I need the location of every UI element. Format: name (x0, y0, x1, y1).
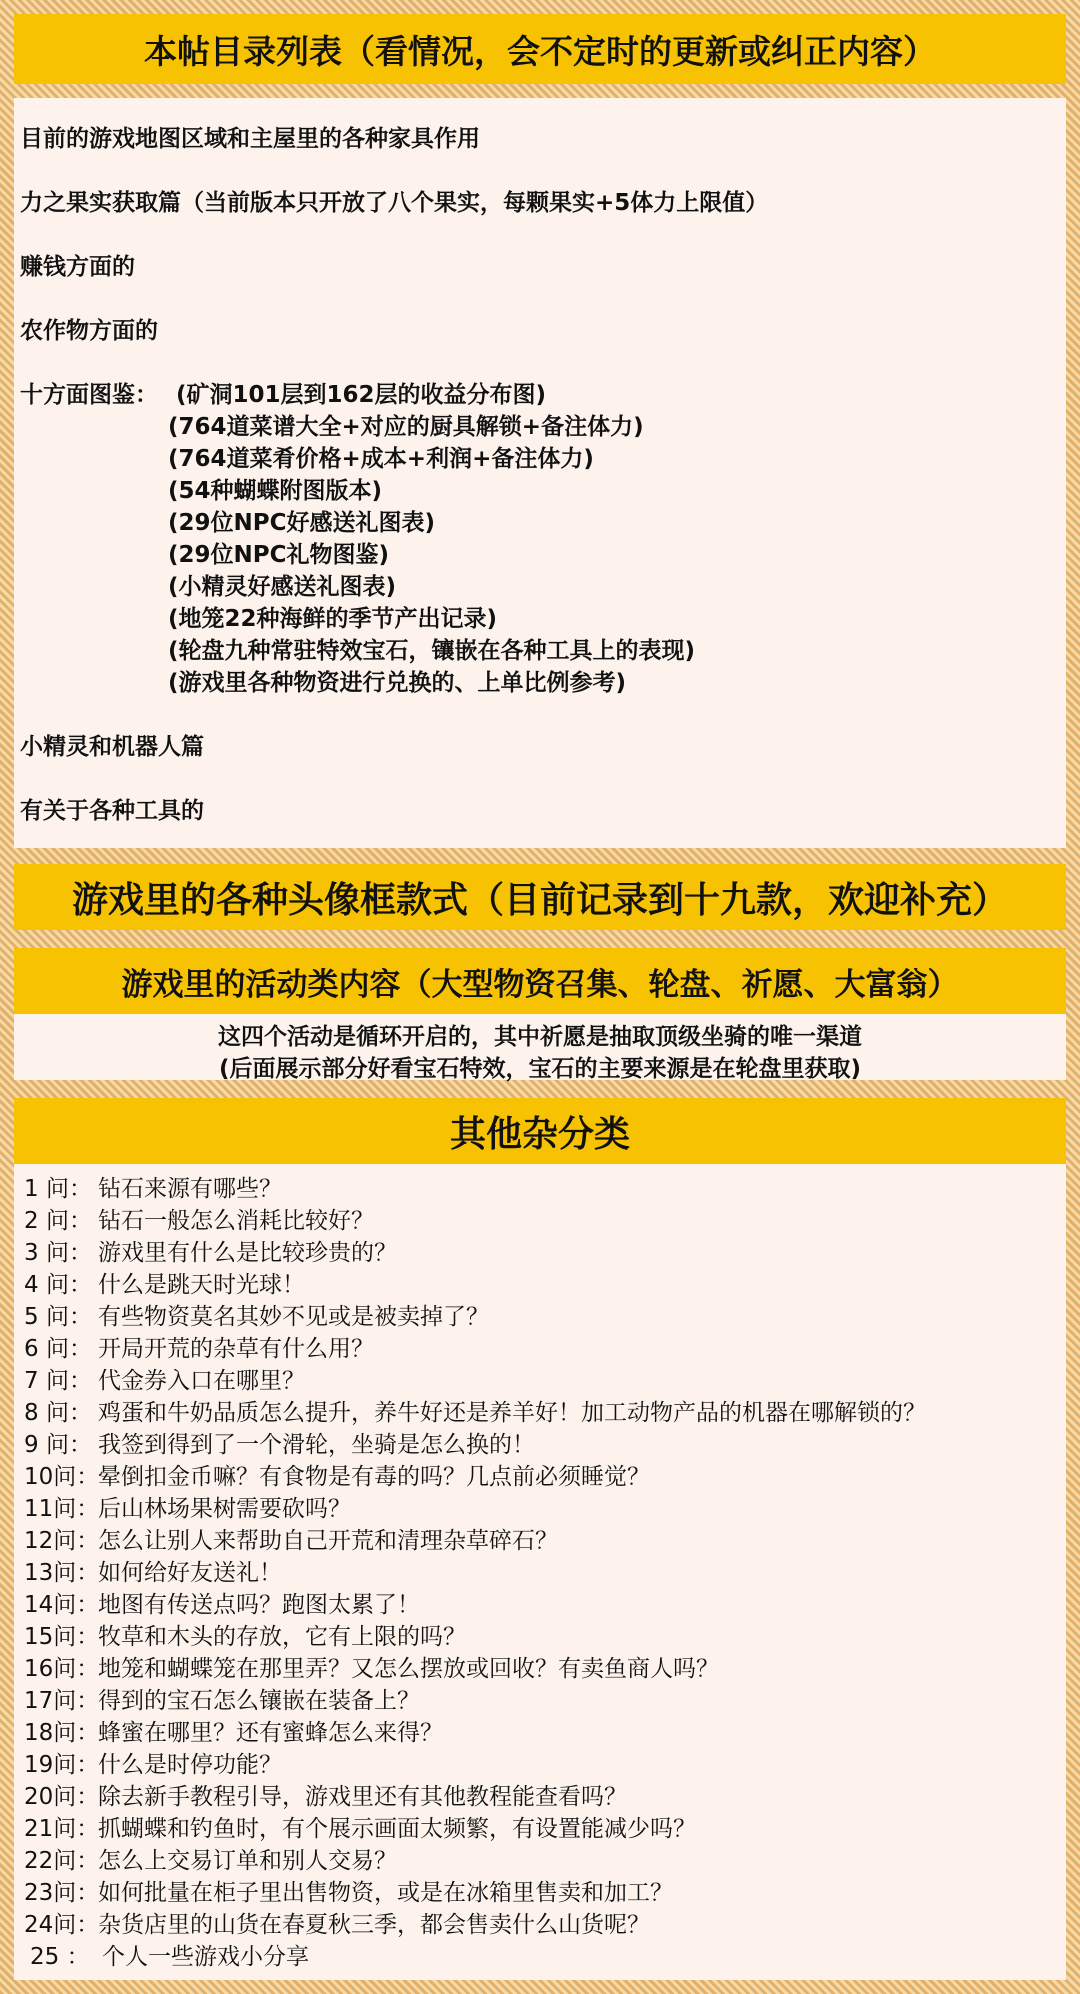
question-number: 6 问： (24, 1336, 92, 1362)
question-number: 22问： (24, 1848, 100, 1874)
toc-item: 有关于各种工具的 (20, 798, 204, 824)
question-text: 有些物资莫名其妙不见或是被卖掉了？ (98, 1304, 489, 1330)
tujian-item: (764道菜肴价格+成本+利润+备注体力) (168, 446, 594, 472)
question-text: 个人一些游戏小分享 (102, 1944, 309, 1970)
tujian-item: (地笼22种海鲜的季节产出记录) (168, 606, 498, 632)
question-number: 23问： (24, 1880, 100, 1906)
question-number: 24问： (24, 1912, 100, 1938)
avatar-frames-title: 游戏里的各种头像框款式（目前记录到十九款，欢迎补充） (71, 879, 1008, 921)
question-text: 什么是跳天时光球！ (98, 1272, 305, 1298)
question-row (24, 1682, 420, 1715)
question-number: 10问： (24, 1464, 100, 1490)
toc-item: 力之果实获取篇（当前版本只开放了八个果实，每颗果实+5体力上限值） (20, 190, 769, 216)
question-number: 5 问： (24, 1304, 92, 1330)
question-number: 19问： (24, 1752, 100, 1778)
question-row (24, 1586, 420, 1619)
question-text: 地图有传送点吗？跑图太累了！ (98, 1592, 420, 1618)
toc-item: 目前的游戏地图区域和主屋里的各种家具作用 (20, 126, 480, 152)
toc-header (14, 14, 1066, 84)
question-row (24, 1618, 466, 1651)
tujian-item: (764道菜谱大全+对应的厨具解锁+备注体力) (168, 414, 644, 440)
question-number: 21问： (24, 1816, 100, 1842)
tujian-item: (矿洞101层到162层的收益分布图) (176, 382, 547, 408)
question-row (24, 1714, 443, 1747)
question-text: 怎么上交易订单和别人交易？ (98, 1848, 397, 1874)
question-row (24, 1330, 374, 1363)
events-note: (后面展示部分好看宝石特效，宝石的主要来源是在轮盘里获取) (218, 1056, 862, 1082)
question-text: 如何给好友送礼！ (98, 1560, 282, 1586)
question-text: 如何批量在柜子里出售物资，或是在冰箱里售卖和加工？ (98, 1880, 673, 1906)
question-row (24, 1394, 926, 1427)
question-number: 20问： (24, 1784, 100, 1810)
toc-item: 农作物方面的 (20, 318, 158, 344)
question-number: 1 问： (24, 1176, 92, 1202)
question-text: 怎么让别人来帮助自己开荒和清理杂草碎石？ (98, 1528, 558, 1554)
question-row (30, 1938, 309, 1971)
toc-title: 本帖目录列表（看情况，会不定时的更新或纠正内容） (144, 31, 936, 71)
question-text: 钻石来源有哪些？ (98, 1176, 282, 1202)
question-number: 11问： (24, 1496, 100, 1522)
question-row (24, 1426, 535, 1459)
question-number: 13问： (24, 1560, 100, 1586)
question-text: 地笼和蝴蝶笼在那里弄？又怎么摆放或回收？有卖鱼商人吗？ (98, 1656, 719, 1682)
question-row (24, 1490, 351, 1523)
tujian-item: (小精灵好感送礼图表) (168, 574, 397, 600)
question-row (24, 1842, 397, 1875)
question-number: 3 问： (24, 1240, 92, 1266)
question-row (24, 1906, 650, 1939)
question-number: 15问： (24, 1624, 100, 1650)
events-note: 这四个活动是循环开启的，其中祈愿是抽取顶级坐骑的唯一渠道 (218, 1024, 862, 1050)
question-text: 后山林场果树需要砍吗？ (98, 1496, 351, 1522)
question-text: 得到的宝石怎么镶嵌在装备上？ (98, 1688, 420, 1714)
events-header (14, 948, 1066, 1014)
question-row (24, 1298, 489, 1331)
question-number: 25 ： (30, 1944, 90, 1970)
toc-item: 赚钱方面的 (20, 254, 135, 280)
question-text: 钻石一般怎么消耗比较好？ (98, 1208, 374, 1234)
question-row (24, 1746, 282, 1779)
tujian-item: (29位NPC好感送礼图表) (168, 510, 436, 536)
question-number: 4 问： (24, 1272, 92, 1298)
question-row (24, 1362, 305, 1395)
question-text: 除去新手教程引导，游戏里还有其他教程能查看吗？ (98, 1784, 627, 1810)
question-number: 8 问： (24, 1400, 92, 1426)
avatar-frames-header (14, 864, 1066, 930)
misc-title: 其他杂分类 (449, 1113, 630, 1155)
question-text: 晕倒扣金币嘛？有食物是有毒的吗？几点前必须睡觉？ (98, 1464, 650, 1490)
question-text: 鸡蛋和牛奶品质怎么提升，养牛好还是养羊好！加工动物产品的机器在哪解锁的？ (98, 1400, 926, 1426)
question-number: 14问： (24, 1592, 100, 1618)
toc-item: 小精灵和机器人篇 (20, 734, 204, 760)
question-text: 杂货店里的山货在春夏秋三季，都会售卖什么山货呢？ (98, 1912, 650, 1938)
tujian-item: (54种蝴蝶附图版本) (168, 478, 383, 504)
question-text: 蜂蜜在哪里？还有蜜蜂怎么来得？ (98, 1720, 443, 1746)
question-number: 16问： (24, 1656, 100, 1682)
misc-header (14, 1098, 1066, 1164)
question-number: 12问： (24, 1528, 100, 1554)
tujian-label: 十方面图鉴： (20, 382, 158, 408)
question-text: 代金券入口在哪里？ (98, 1368, 305, 1394)
question-row (24, 1234, 397, 1267)
events-title: 游戏里的活动类内容（大型物资召集、轮盘、祈愿、大富翁） (121, 966, 959, 1003)
question-number: 17问： (24, 1688, 100, 1714)
question-text: 游戏里有什么是比较珍贵的？ (98, 1240, 397, 1266)
question-number: 2 问： (24, 1208, 92, 1234)
question-text: 开局开荒的杂草有什么用？ (98, 1336, 374, 1362)
question-row (24, 1874, 673, 1907)
question-text: 抓蝴蝶和钓鱼时，有个展示画面太频繁，有设置能减少吗？ (98, 1816, 696, 1842)
question-number: 18问： (24, 1720, 100, 1746)
tujian-item: (29位NPC礼物图鉴) (168, 542, 390, 568)
tujian-item: (轮盘九种常驻特效宝石，镶嵌在各种工具上的表现) (168, 638, 696, 664)
question-row (24, 1650, 719, 1683)
question-row (24, 1458, 650, 1491)
question-text: 什么是时停功能？ (98, 1752, 282, 1778)
question-text: 我签到得到了一个滑轮，坐骑是怎么换的！ (98, 1432, 535, 1458)
question-text: 牧草和木头的存放，它有上限的吗？ (98, 1624, 466, 1650)
question-number: 7 问： (24, 1368, 92, 1394)
tujian-item: (游戏里各种物资进行兑换的、上单比例参考) (168, 670, 627, 696)
question-row (24, 1266, 305, 1299)
question-row (24, 1522, 558, 1555)
question-row (24, 1170, 282, 1203)
question-row (24, 1554, 282, 1587)
question-row (24, 1202, 374, 1235)
question-number: 9 问： (24, 1432, 92, 1458)
question-row (24, 1778, 627, 1811)
question-row (24, 1810, 696, 1843)
